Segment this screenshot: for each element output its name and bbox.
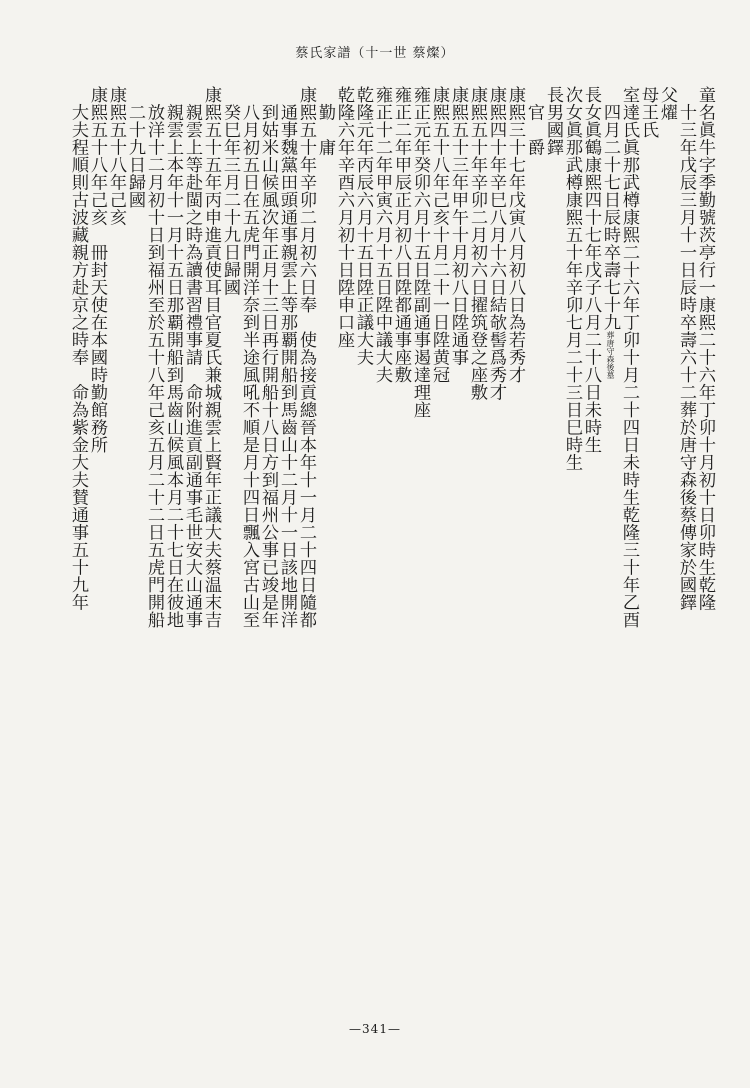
text-column: 康熙五十五年丙申進貢使耳目官夏氏兼城親雲上賢年正議大夫蔡温末吉 — [201, 86, 221, 629]
page-title: 蔡氏家譜（十一世 蔡燦） — [295, 46, 455, 61]
text-column: 乾隆元年丙辰六月十五日陞正議大夫 — [353, 86, 373, 366]
text-column: 癸巳年三月二十九日歸國 — [220, 86, 240, 296]
text-column: 雍正二年甲辰正月初八日陞都通事座敷 — [391, 86, 411, 384]
text-column: 親雲上本年十一月十五日那覇開船到馬齒山候風本月二十七日在彼地 — [163, 86, 183, 629]
text-column: 八月初五日在五虎門開洋奈到半途風吼不順是月十四日飄入宮古山至 — [239, 86, 259, 629]
document-body — [60, 86, 716, 1006]
text-column: 長女眞鶴康熙四十七年戊子八月二十八日未時生 — [581, 86, 601, 454]
text-column-with-note — [599, 86, 621, 1006]
text-column: 雍正元年癸卯六月十五日陞副通事遏達理座 — [410, 86, 430, 419]
text-column: 康熙三十七年戊寅八月初八日為若秀才 — [505, 86, 525, 384]
text-column: 放洋十二月初十日到福州至於五十八年己亥五月二十二日五虎門開船 — [144, 86, 164, 629]
text-column: 大夫程順則古波藏親方赴京之時奉 命為紫金大夫賛通事五十九年 — [68, 86, 88, 611]
text-column: 親雲上等赴閩之時為讀書習禮事請 命附進貢副通事毛世安大山通事 — [182, 86, 202, 629]
section-heading: 勤 庸 — [315, 86, 335, 156]
text-column: 到姑米山候風次年正月十三日再行開船十八日方到福州公事已竣是年 — [258, 86, 278, 629]
text-column: 乾隆六年辛酉六月初十日陞申口座 — [334, 86, 354, 349]
text-column: 母王氏 — [638, 86, 658, 139]
text-column: 康熙五十三年甲午十月初八日陞通事 — [448, 86, 468, 366]
section-heading: 官 爵 — [524, 86, 544, 156]
text-column: 室達氏眞那武樽康熙二十六年丁卯十月二十四日未時生乾隆三十年乙酉 — [619, 86, 639, 629]
text-column: 康熙五十年辛卯二月初六日擢筑登之座敷 — [467, 86, 487, 401]
text-column: 次女眞那武樽康熙五十年辛卯七月二十三日巳時生 — [562, 86, 582, 471]
text-column: 二十九日歸國 — [125, 86, 145, 209]
text-column: 十三年戊辰三月十一日辰時卒壽六十二葬於唐守森後蔡傳家於國鐸 — [676, 86, 696, 611]
text-column: 童名眞牛字季勤號茨亭行一康熙二十六年丁卯十月初十日卯時生乾隆 — [695, 86, 715, 611]
text-column: 康熙五十年辛卯二月初六日奉 使為接貢總晉本年十一月二十四日隨都 — [296, 86, 316, 629]
text-column: 康熙四十年辛巳八月十六日結欹髻爲秀才 — [486, 86, 506, 401]
text-column: 通事魏黨田頭通事親雲上等那覇開船到馬齒山十二月十一日該地開洋 — [277, 86, 297, 629]
page-number: —341— — [349, 1022, 401, 1036]
text-column: 四月二十七日辰時卒壽七十九 — [600, 86, 620, 331]
burial-note: 葬唐守森後墓 — [606, 331, 615, 379]
text-column: 康熙五十八年己亥十月二十一日陞黄冠 — [429, 86, 449, 384]
text-column: 康熙五十八年己亥 冊封天使在本國時勤館務所 — [87, 86, 107, 454]
text-column: 長男國鐸 — [543, 86, 563, 156]
text-column: 父燿 — [657, 86, 677, 121]
text-column: 康熙五十八年己亥 — [106, 86, 126, 226]
text-column: 雍正十二年甲寅六月十五日陞中議大夫 — [372, 86, 392, 384]
